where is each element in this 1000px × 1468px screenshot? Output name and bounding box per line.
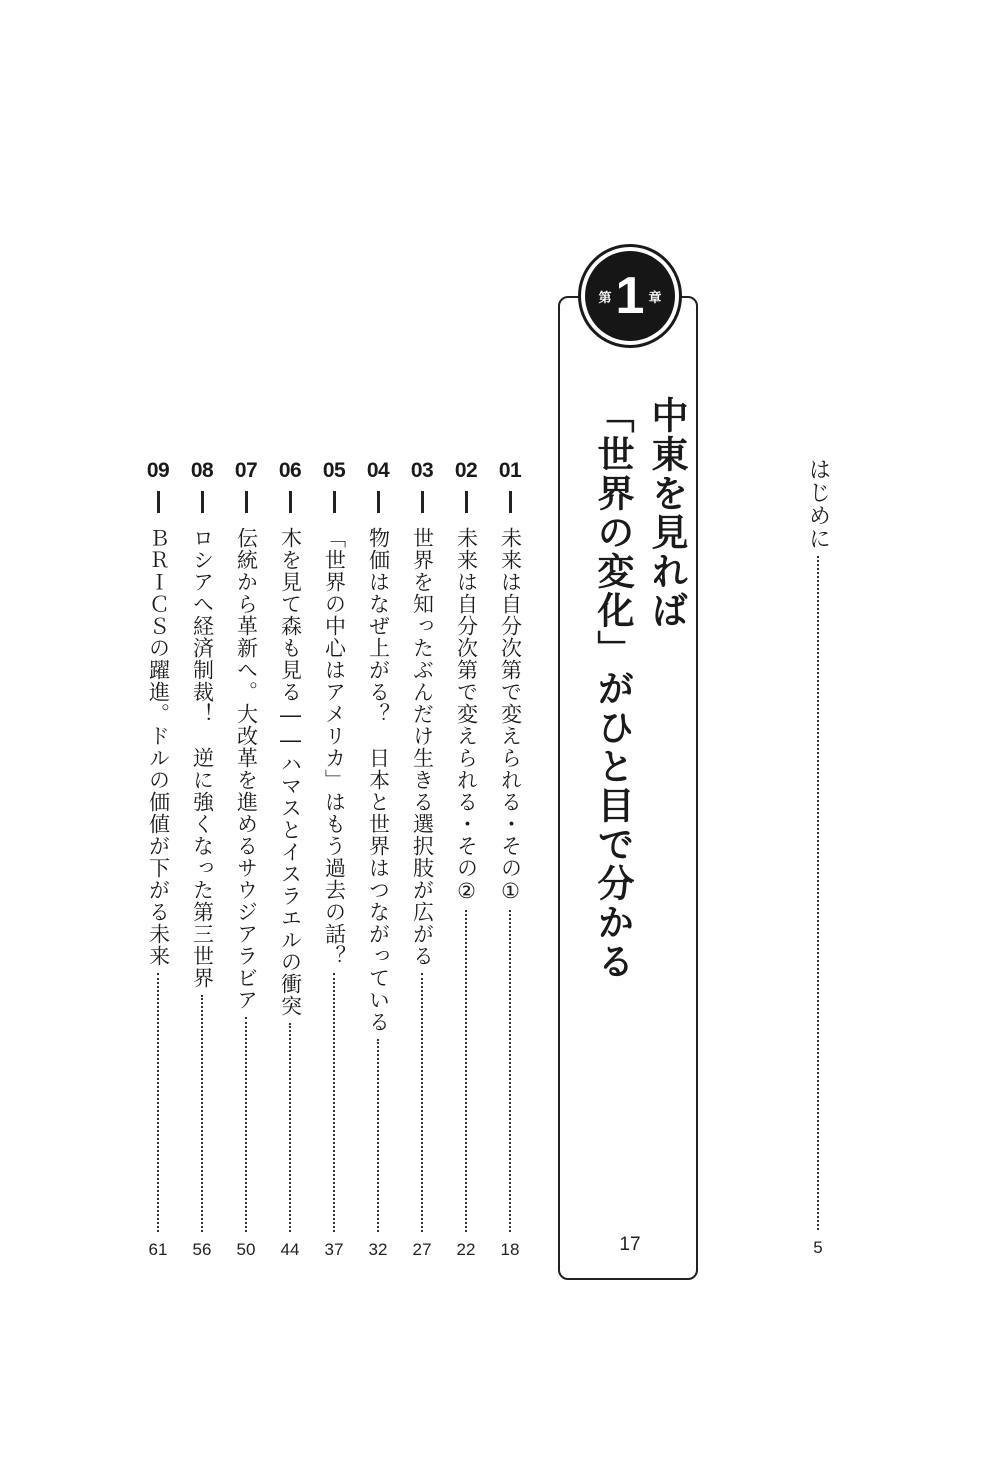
toc-entry-07[interactable] bbox=[226, 460, 266, 1260]
number-dash bbox=[289, 491, 292, 513]
toc-entry-08[interactable] bbox=[182, 460, 222, 1260]
leader-dots bbox=[289, 1023, 291, 1232]
section-title: ロシアへ経済制裁！ 逆に強くなった第三世界 bbox=[190, 527, 215, 989]
badge-prefix: 第 bbox=[598, 290, 612, 306]
chapter-badge bbox=[578, 244, 682, 348]
section-title: ＢＲＩＣＳの躍進。ドルの価値が下がる未来 bbox=[146, 527, 171, 967]
section-page: 44 bbox=[280, 1240, 300, 1259]
toc-entry-02[interactable] bbox=[446, 460, 486, 1260]
leader-dots bbox=[377, 1039, 379, 1232]
number-dash bbox=[509, 491, 512, 513]
section-number: 08 bbox=[190, 459, 214, 482]
leader-dots bbox=[157, 973, 159, 1232]
badge-number: 1 bbox=[615, 267, 645, 325]
section-page: 56 bbox=[192, 1240, 212, 1259]
toc-entry-05[interactable] bbox=[314, 460, 354, 1260]
section-page: 50 bbox=[236, 1240, 256, 1259]
section-number: 01 bbox=[498, 459, 522, 482]
chapter-title-line2: 「世界の変化」がひと目で分かる bbox=[591, 396, 634, 981]
section-title: 物価はなぜ上がる？ 日本と世界はつながっている bbox=[366, 527, 391, 1033]
toc-entry-04[interactable] bbox=[358, 460, 398, 1260]
section-title: 未来は自分次第で変えられる・その② bbox=[454, 527, 479, 904]
toc-entry-01[interactable] bbox=[490, 460, 530, 1260]
number-dash bbox=[465, 491, 468, 513]
section-number: 02 bbox=[454, 459, 478, 482]
section-page: 32 bbox=[368, 1240, 388, 1259]
section-page: 27 bbox=[412, 1240, 432, 1259]
leader-dots bbox=[465, 910, 467, 1232]
toc-entry-06[interactable] bbox=[270, 460, 310, 1260]
leader-dots bbox=[817, 556, 819, 1230]
section-page: 61 bbox=[148, 1240, 168, 1259]
section-title: 伝統から革新へ。大改革を進めるサウジアラビア bbox=[234, 527, 259, 1011]
number-dash bbox=[201, 491, 204, 513]
section-page: 18 bbox=[500, 1240, 520, 1259]
leader-dots bbox=[245, 1017, 247, 1232]
section-title: 「世界の中心はアメリカ」はもう過去の話？ bbox=[322, 527, 347, 967]
section-page: 37 bbox=[324, 1240, 344, 1259]
chapter-title-line1: 中東を見れば bbox=[645, 396, 688, 630]
leader-dots bbox=[201, 995, 203, 1232]
chapter-title[interactable] bbox=[585, 396, 693, 1016]
leader-dots bbox=[509, 910, 511, 1232]
section-title: 世界を知ったぶんだけ生きる選択肢が広がる bbox=[410, 527, 435, 967]
section-number: 07 bbox=[234, 459, 258, 482]
number-dash bbox=[245, 491, 248, 513]
section-number: 06 bbox=[278, 459, 302, 482]
toc-entry-03[interactable] bbox=[402, 460, 442, 1260]
number-dash bbox=[333, 491, 336, 513]
leader-dots bbox=[333, 973, 335, 1232]
toc-entry-intro[interactable] bbox=[798, 458, 838, 1258]
section-title: 木を見て森も見る――ハマスとイスラエルの衝突 bbox=[278, 527, 303, 1017]
chapter-page: 17 bbox=[619, 1234, 641, 1255]
intro-page: 5 bbox=[813, 1238, 823, 1257]
section-number: 05 bbox=[322, 459, 346, 482]
number-dash bbox=[157, 491, 160, 513]
number-dash bbox=[421, 491, 424, 513]
toc-entry-09[interactable] bbox=[138, 460, 178, 1260]
badge-suffix: 章 bbox=[648, 290, 662, 306]
section-number: 04 bbox=[366, 459, 390, 482]
number-dash bbox=[377, 491, 380, 513]
section-number: 03 bbox=[410, 459, 434, 482]
leader-dots bbox=[421, 973, 423, 1232]
intro-title: はじめに bbox=[805, 458, 831, 550]
section-page: 22 bbox=[456, 1240, 476, 1259]
section-title: 未来は自分次第で変えられる・その① bbox=[498, 527, 523, 904]
section-number: 09 bbox=[146, 459, 170, 482]
